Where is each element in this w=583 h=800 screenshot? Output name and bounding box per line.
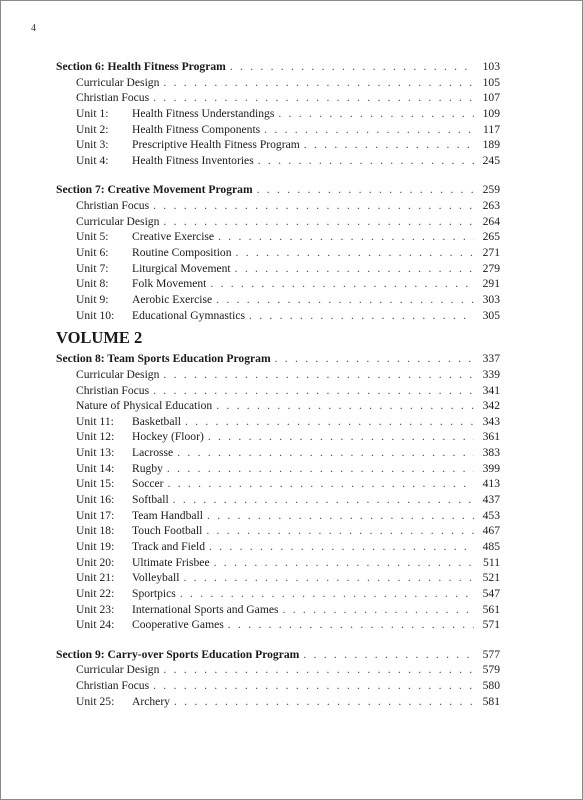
unit-number: Unit 23: — [76, 602, 115, 616]
page-ref: 547 — [482, 586, 500, 600]
unit-number: Unit 2: — [76, 122, 109, 136]
toc-subentry[interactable] — [56, 214, 500, 230]
leader-dots — [163, 75, 474, 91]
unit-number: Unit 21: — [76, 571, 115, 585]
page-ref: 109 — [482, 106, 500, 120]
leader-dots — [180, 586, 474, 602]
entry-title: Prescriptive Health Fitness Program — [132, 138, 300, 152]
leader-dots — [153, 90, 474, 106]
leader-dots — [163, 662, 474, 678]
page-ref: 343 — [482, 414, 500, 428]
page-ref: 413 — [482, 477, 500, 491]
page-ref: 189 — [482, 138, 500, 152]
unit-number: Unit 19: — [76, 539, 115, 553]
leader-dots — [258, 153, 474, 169]
volume-heading: VOLUME 2 — [56, 328, 143, 348]
entry-title: Health Fitness Understandings — [132, 106, 275, 120]
entry-title: Creative Exercise — [132, 230, 215, 244]
page-ref: 271 — [482, 246, 500, 260]
toc-unit-entry[interactable] — [56, 570, 500, 586]
page-ref: 305 — [482, 308, 500, 322]
leader-dots — [264, 122, 474, 138]
toc-unit-entry[interactable] — [56, 492, 500, 508]
leader-dots — [216, 292, 474, 308]
page-ref: 571 — [482, 618, 500, 632]
leader-dots — [153, 678, 474, 694]
leader-dots — [185, 414, 474, 430]
leader-dots — [210, 276, 474, 292]
entry-title: Educational Gymnastics — [132, 308, 246, 322]
toc-unit-entry[interactable] — [56, 137, 500, 153]
entry-title: Nature of Physical Education — [76, 399, 213, 413]
toc-subentry[interactable] — [56, 367, 500, 383]
toc-section-entry[interactable] — [56, 351, 500, 367]
leader-dots — [304, 137, 474, 153]
toc-unit-entry[interactable] — [56, 555, 500, 571]
toc-section-entry[interactable] — [56, 59, 500, 75]
entry-title: Hockey (Floor) — [132, 430, 204, 444]
leader-dots — [214, 555, 474, 571]
entry-title: Rugby — [132, 461, 163, 475]
unit-number: Unit 13: — [76, 446, 115, 460]
page-ref: 581 — [482, 694, 500, 708]
unit-number: Unit 9: — [76, 292, 109, 306]
entry-title: Health Fitness Inventories — [132, 153, 254, 167]
page-ref: 383 — [482, 446, 500, 460]
toc-subentry[interactable] — [56, 75, 500, 91]
leader-dots — [218, 229, 474, 245]
toc-unit-entry[interactable] — [56, 617, 500, 633]
entry-title: Archery — [132, 694, 170, 708]
page-ref: 263 — [482, 199, 500, 213]
page-ref: 103 — [482, 60, 500, 73]
toc-unit-entry[interactable] — [56, 429, 500, 445]
page-ref: 580 — [482, 679, 500, 693]
entry-title: Basketball — [132, 414, 181, 428]
leader-dots — [183, 570, 474, 586]
page-ref: 467 — [482, 524, 500, 538]
page-ref: 107 — [482, 91, 500, 105]
toc-subentry[interactable] — [56, 198, 500, 214]
toc-subentry[interactable] — [56, 678, 500, 694]
entry-title: Christian Focus — [76, 199, 150, 213]
unit-number: Unit 20: — [76, 555, 115, 569]
toc-subentry[interactable] — [56, 398, 500, 414]
entry-title: Christian Focus — [76, 383, 150, 397]
page-ref: 521 — [482, 571, 500, 585]
page-ref: 437 — [482, 493, 500, 507]
entry-title: Track and Field — [132, 539, 205, 553]
unit-number: Unit 12: — [76, 430, 115, 444]
entry-title: Liturgical Movement — [132, 261, 231, 275]
unit-number: Unit 6: — [76, 246, 109, 260]
table-of-contents — [56, 59, 500, 709]
unit-number: Unit 25: — [76, 694, 115, 708]
toc-unit-entry[interactable] — [56, 414, 500, 430]
section-title: Section 6: Health Fitness Program — [56, 60, 226, 73]
leader-dots — [278, 106, 474, 122]
toc-unit-entry[interactable] — [56, 586, 500, 602]
entry-title: Routine Composition — [132, 246, 232, 260]
leader-dots — [153, 198, 474, 214]
entry-title: International Sports and Games — [132, 602, 279, 616]
section-spacer — [56, 168, 500, 182]
page-ref: 265 — [482, 230, 500, 244]
toc-unit-entry[interactable] — [56, 694, 500, 710]
toc-unit-entry[interactable] — [56, 308, 500, 324]
toc-unit-entry[interactable] — [56, 539, 500, 555]
toc-unit-entry[interactable] — [56, 276, 500, 292]
toc-section-entry[interactable] — [56, 182, 500, 198]
leader-dots — [153, 383, 474, 399]
page-ref: 399 — [482, 461, 500, 475]
page-ref: 341 — [482, 383, 500, 397]
unit-number: Unit 11: — [76, 414, 114, 428]
unit-number: Unit 17: — [76, 508, 115, 522]
leader-dots — [216, 398, 474, 414]
page-ref: 264 — [482, 214, 500, 228]
unit-number: Unit 16: — [76, 493, 115, 507]
unit-number: Unit 24: — [76, 618, 115, 632]
entry-title: Curricular Design — [76, 663, 160, 677]
page-number: 4 — [31, 23, 36, 34]
page-ref: 339 — [482, 367, 500, 381]
unit-number: Unit 7: — [76, 261, 109, 275]
leader-dots — [168, 476, 474, 492]
leader-dots — [163, 367, 474, 383]
toc-subentry[interactable] — [56, 662, 500, 678]
entry-title: Touch Football — [132, 524, 203, 538]
page-ref: 485 — [482, 539, 500, 553]
toc-subentry[interactable] — [56, 383, 500, 399]
page-ref: 577 — [482, 647, 500, 661]
page-ref: 337 — [482, 352, 500, 366]
leader-dots — [177, 445, 474, 461]
entry-title: Sportpics — [132, 586, 176, 600]
toc-unit-entry[interactable] — [56, 602, 500, 618]
toc-unit-entry[interactable] — [56, 508, 500, 524]
page-ref: 279 — [482, 261, 500, 275]
unit-number: Unit 8: — [76, 277, 109, 291]
unit-number: Unit 1: — [76, 106, 109, 120]
toc-unit-entry[interactable] — [56, 292, 500, 308]
leader-dots — [303, 647, 474, 663]
leader-dots — [207, 508, 474, 524]
leader-dots — [228, 617, 474, 633]
leader-dots — [208, 429, 474, 445]
leader-dots — [167, 461, 474, 477]
toc-subentry[interactable] — [56, 90, 500, 106]
entry-title: Team Handball — [132, 508, 203, 522]
section-spacer — [56, 633, 500, 647]
unit-number: Unit 5: — [76, 230, 109, 244]
page-ref: 105 — [482, 75, 500, 89]
page-ref: 303 — [482, 292, 500, 306]
toc-unit-entry[interactable] — [56, 476, 500, 492]
entry-title: Health Fitness Components — [132, 122, 261, 136]
entry-title: Curricular Design — [76, 214, 160, 228]
toc-unit-entry[interactable] — [56, 106, 500, 122]
toc-unit-entry[interactable] — [56, 229, 500, 245]
section-title: Section 8: Team Sports Education Program — [56, 352, 271, 366]
entry-title: Lacrosse — [132, 446, 174, 460]
entry-title: Cooperative Games — [132, 618, 224, 632]
leader-dots — [173, 492, 474, 508]
page-ref: 342 — [482, 399, 500, 413]
unit-number: Unit 22: — [76, 586, 115, 600]
leader-dots — [275, 351, 474, 367]
entry-title: Christian Focus — [76, 679, 150, 693]
entry-title: Christian Focus — [76, 91, 150, 105]
toc-unit-entry[interactable] — [56, 523, 500, 539]
page-ref: 579 — [482, 663, 500, 677]
leader-dots — [235, 261, 474, 277]
leader-dots — [257, 182, 474, 198]
leader-dots — [163, 214, 474, 230]
unit-number: Unit 10: — [76, 308, 115, 322]
unit-number: Unit 14: — [76, 461, 115, 475]
unit-number: Unit 4: — [76, 153, 109, 167]
entry-title: Softball — [132, 493, 169, 507]
leader-dots — [283, 602, 475, 618]
toc-unit-entry[interactable] — [56, 122, 500, 138]
entry-title: Volleyball — [132, 571, 180, 585]
page-ref: 259 — [482, 183, 500, 197]
toc-section-entry[interactable] — [56, 647, 500, 663]
section-title: Section 7: Creative Movement Program — [56, 183, 253, 197]
page-ref: 453 — [482, 508, 500, 522]
page-ref: 117 — [483, 122, 500, 136]
toc-unit-entry[interactable] — [56, 153, 500, 169]
unit-number: Unit 3: — [76, 138, 109, 152]
section-title: Section 9: Carry-over Sports Education Program — [56, 647, 300, 661]
leader-dots — [206, 523, 474, 539]
leader-dots — [236, 245, 474, 261]
unit-number: Unit 18: — [76, 524, 115, 538]
page-ref: 361 — [482, 430, 500, 444]
page-ref: 245 — [482, 153, 500, 167]
page-ref: 291 — [482, 277, 500, 291]
toc-unit-entry[interactable] — [56, 445, 500, 461]
leader-dots — [249, 308, 474, 324]
entry-title: Curricular Design — [76, 367, 160, 381]
toc-unit-entry[interactable] — [56, 461, 500, 477]
entry-title: Soccer — [132, 477, 164, 491]
page-ref: 561 — [482, 602, 500, 616]
toc-unit-entry[interactable] — [56, 261, 500, 277]
entry-title: Ultimate Frisbee — [132, 555, 210, 569]
entry-title: Folk Movement — [132, 277, 207, 291]
leader-dots — [174, 694, 474, 710]
leader-dots — [209, 539, 474, 555]
entry-title: Curricular Design — [76, 75, 160, 89]
unit-number: Unit 15: — [76, 477, 115, 491]
leader-dots — [230, 59, 474, 75]
entry-title: Aerobic Exercise — [132, 292, 213, 306]
page-ref: 511 — [483, 555, 500, 569]
toc-unit-entry[interactable] — [56, 245, 500, 261]
